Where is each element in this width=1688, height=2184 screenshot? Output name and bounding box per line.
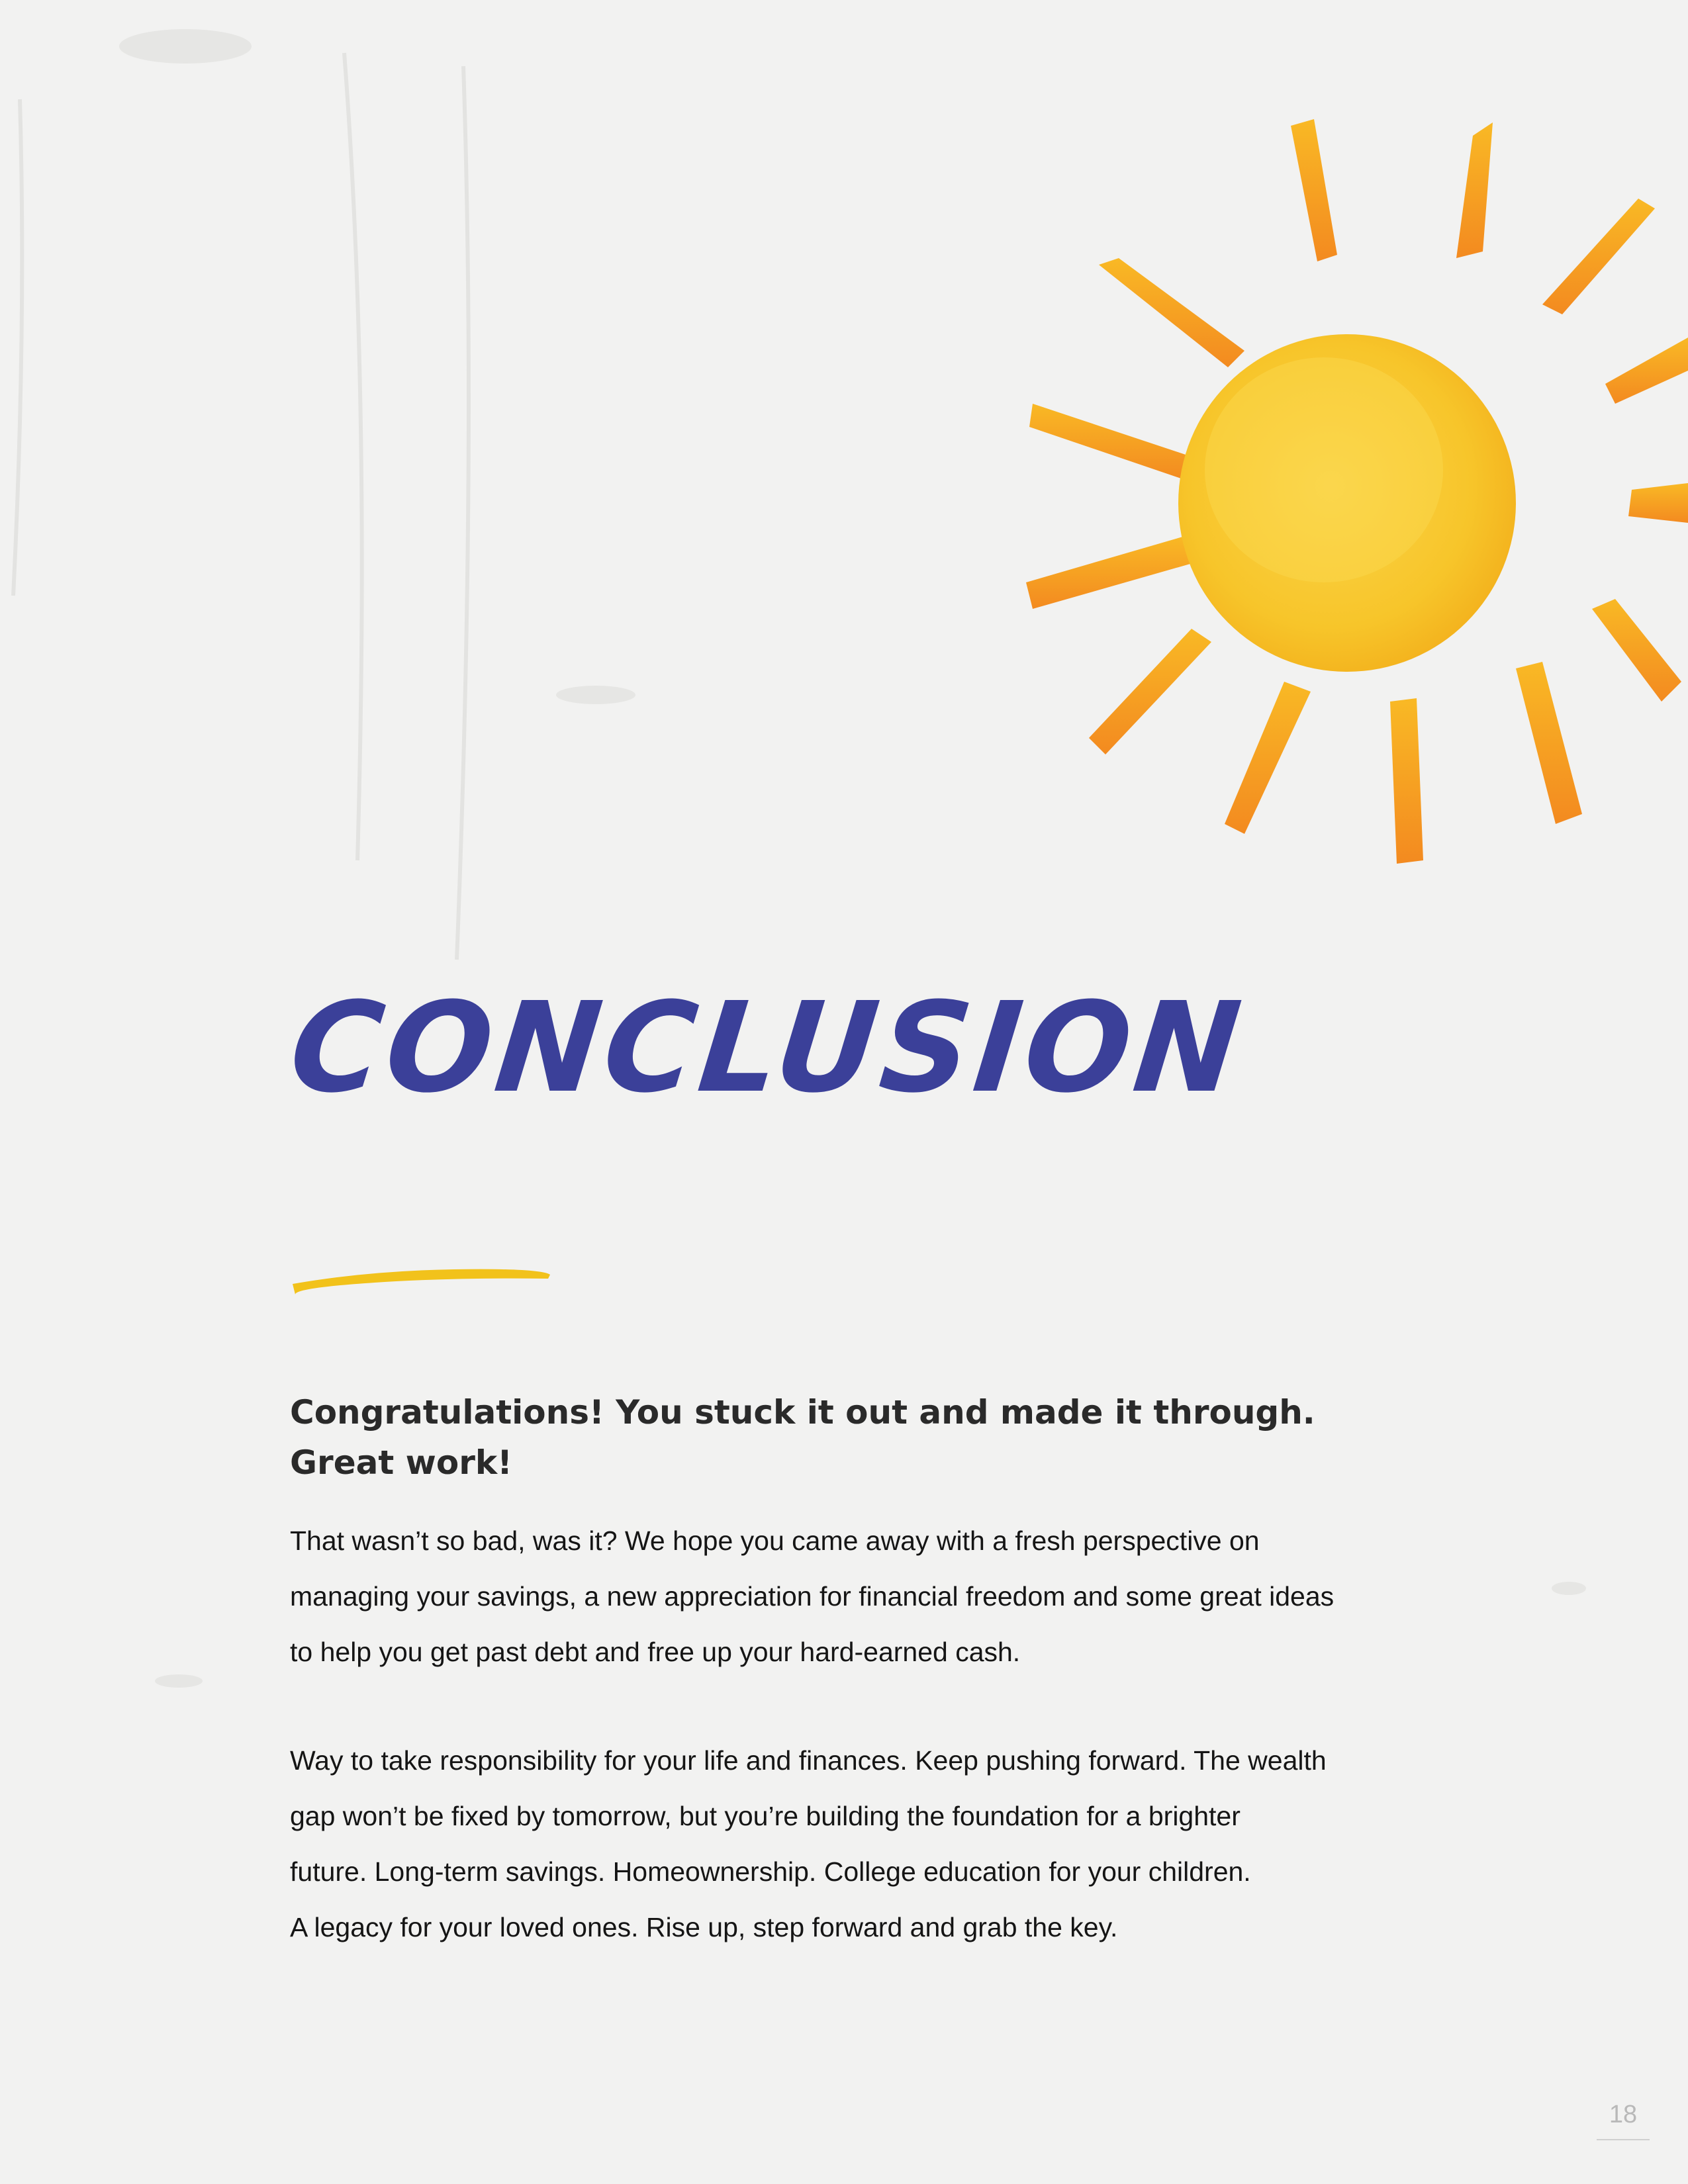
text-line: gap won’t be fixed by tomorrow, but you’re building the foundation for a brighter [290, 1801, 1241, 1831]
text-line: A legacy for your loved ones. Rise up, step forward and grab the key. [290, 1912, 1118, 1942]
page-title: CONCLUSION [283, 976, 1251, 1120]
sun-illustration [993, 99, 1688, 893]
lead-line: Great work! [290, 1443, 512, 1482]
page-number-rule [1597, 2139, 1650, 2140]
text-line: Way to take responsibility for your life and finances. Keep pushing forward. The wealth [290, 1745, 1327, 1776]
text-line: future. Long-term savings. Homeownership. College education for your children. [290, 1856, 1251, 1887]
lead-statement [290, 1387, 1415, 1488]
text-line: to help you get past debt and free up your hard-earned cash. [290, 1637, 1021, 1667]
paragraph-1 [290, 1513, 1429, 1680]
text-line: managing your savings, a new appreciation for financial freedom and some great ideas [290, 1581, 1335, 1612]
paragraph-2 [290, 1733, 1429, 1955]
page-number: 18 [1609, 2101, 1638, 2128]
lead-line: Congratulations! You stuck it out and made it through. [290, 1393, 1315, 1432]
text-line: That wasn’t so bad, was it? We hope you came away with a fresh perspective on [290, 1525, 1260, 1556]
brush-stroke-underline [289, 1256, 553, 1296]
